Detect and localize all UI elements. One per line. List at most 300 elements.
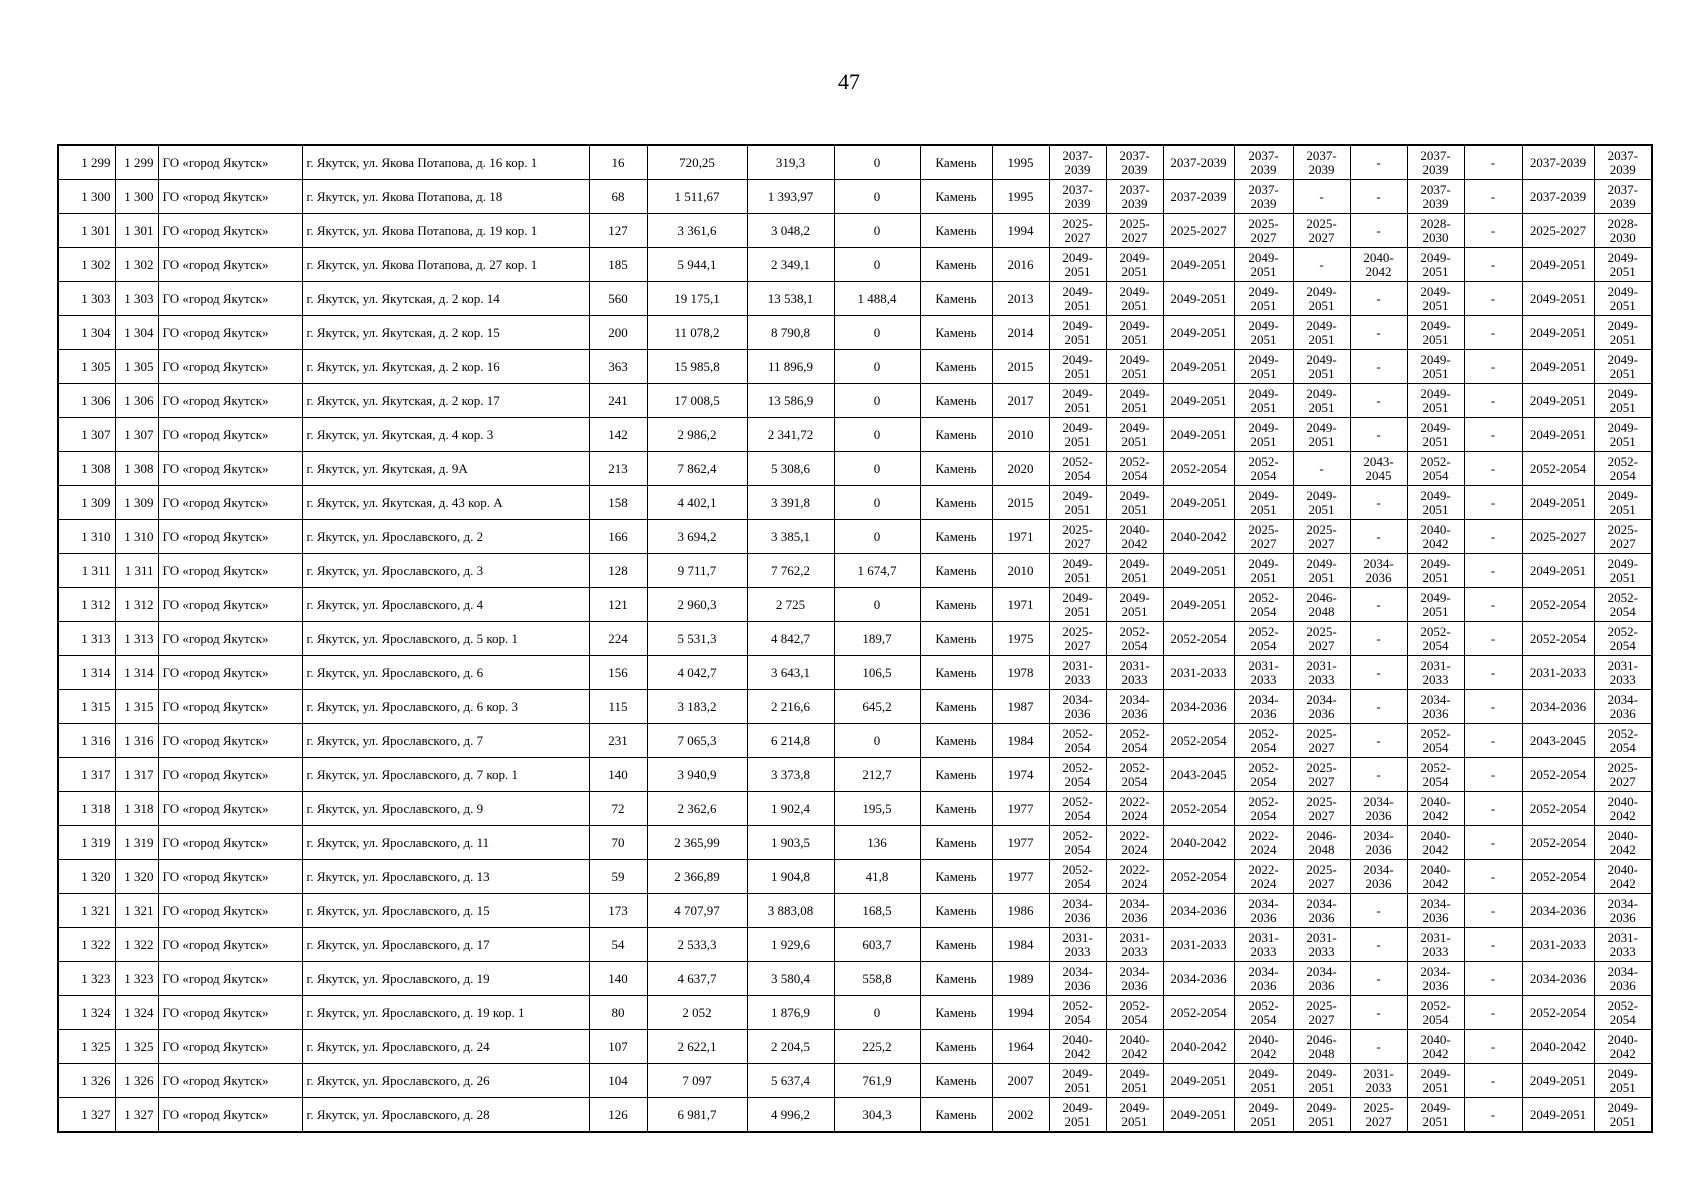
cell-total-area: 7 065,3 (647, 724, 747, 758)
cell-living-area: 1 904,8 (747, 860, 834, 894)
cell-residents: 241 (589, 384, 647, 418)
cell-nonresidential-area: 645,2 (834, 690, 920, 724)
cell-period-gas: - (1464, 486, 1522, 520)
cell-period-basement: 2034-2036 (1594, 894, 1652, 928)
cell-municipality: ГО «город Якутск» (158, 996, 302, 1030)
cell-period-sewer: 2049-2051 (1522, 486, 1594, 520)
cell-period-roof: 2040-2042 (1049, 1030, 1106, 1064)
cell-period-sewer: 2049-2051 (1522, 282, 1594, 316)
cell-period-sewer: 2049-2051 (1522, 384, 1594, 418)
cell-address: г. Якутск, ул. Якутская, д. 2 кор. 14 (302, 282, 589, 316)
cell-period-sewer: 2052-2054 (1522, 996, 1594, 1030)
cell-wall-material: Камень (920, 894, 992, 928)
table-row (58, 996, 1652, 1030)
cell-period-electric: 2049-2051 (1407, 248, 1464, 282)
cell-period-basement: 2049-2051 (1594, 1064, 1652, 1098)
cell-wall-material: Камень (920, 962, 992, 996)
cell-living-area: 1 876,9 (747, 996, 834, 1030)
cell-row-number: 1 327 (58, 1098, 115, 1133)
cell-period-sewer: 2049-2051 (1522, 1098, 1594, 1133)
cell-period-heating: 2022-2024 (1234, 826, 1293, 860)
cell-residents: 16 (589, 145, 647, 180)
cell-period-foundation: 2049-2051 (1163, 350, 1234, 384)
cell-period-water: 2049-2051 (1293, 418, 1350, 452)
cell-residents: 104 (589, 1064, 647, 1098)
cell-period-roof: 2034-2036 (1049, 690, 1106, 724)
cell-period-heating: 2031-2033 (1234, 928, 1293, 962)
cell-nonresidential-area: 189,7 (834, 622, 920, 656)
cell-period-water: 2025-2027 (1293, 996, 1350, 1030)
cell-build-year: 1975 (992, 622, 1049, 656)
cell-address: г. Якутск, ул. Якутская, д. 43 кор. А (302, 486, 589, 520)
cell-period-roof: 2049-2051 (1049, 554, 1106, 588)
cell-build-year: 2017 (992, 384, 1049, 418)
cell-period-gas: - (1464, 1030, 1522, 1064)
cell-nonresidential-area: 0 (834, 588, 920, 622)
cell-period-elevator: - (1350, 180, 1407, 214)
cell-row-number: 1 313 (58, 622, 115, 656)
cell-row-number: 1 316 (58, 724, 115, 758)
cell-residents: 121 (589, 588, 647, 622)
cell-wall-material: Камень (920, 656, 992, 690)
cell-total-area: 3 183,2 (647, 690, 747, 724)
cell-wall-material: Камень (920, 826, 992, 860)
cell-period-electric: 2040-2042 (1407, 860, 1464, 894)
cell-period-water: 2049-2051 (1293, 350, 1350, 384)
cell-record-number: 1 319 (115, 826, 158, 860)
cell-municipality: ГО «город Якутск» (158, 1098, 302, 1133)
cell-residents: 156 (589, 656, 647, 690)
cell-address: г. Якутск, ул. Якова Потапова, д. 27 кор. 1 (302, 248, 589, 282)
cell-period-water: 2025-2027 (1293, 792, 1350, 826)
cell-period-gas: - (1464, 520, 1522, 554)
cell-total-area: 4 042,7 (647, 656, 747, 690)
cell-period-facade: 2034-2036 (1106, 690, 1163, 724)
cell-record-number: 1 311 (115, 554, 158, 588)
cell-period-water: 2025-2027 (1293, 758, 1350, 792)
cell-period-elevator: - (1350, 656, 1407, 690)
cell-address: г. Якутск, ул. Якутская, д. 4 кор. 3 (302, 418, 589, 452)
cell-period-electric: 2049-2051 (1407, 418, 1464, 452)
cell-period-gas: - (1464, 350, 1522, 384)
cell-wall-material: Камень (920, 996, 992, 1030)
cell-build-year: 1984 (992, 928, 1049, 962)
cell-period-roof: 2034-2036 (1049, 894, 1106, 928)
cell-period-basement: 2031-2033 (1594, 656, 1652, 690)
cell-period-foundation: 2049-2051 (1163, 384, 1234, 418)
cell-period-sewer: 2052-2054 (1522, 622, 1594, 656)
cell-period-facade: 2037-2039 (1106, 145, 1163, 180)
cell-period-basement: 2049-2051 (1594, 384, 1652, 418)
cell-build-year: 1994 (992, 996, 1049, 1030)
cell-period-sewer: 2034-2036 (1522, 894, 1594, 928)
cell-period-gas: - (1464, 145, 1522, 180)
cell-living-area: 1 393,97 (747, 180, 834, 214)
cell-period-water: 2025-2027 (1293, 860, 1350, 894)
cell-period-facade: 2049-2051 (1106, 350, 1163, 384)
cell-wall-material: Камень (920, 860, 992, 894)
cell-period-facade: 2049-2051 (1106, 316, 1163, 350)
cell-period-gas: - (1464, 928, 1522, 962)
cell-period-water: 2025-2027 (1293, 214, 1350, 248)
cell-period-gas: - (1464, 316, 1522, 350)
cell-row-number: 1 301 (58, 214, 115, 248)
cell-period-heating: 2052-2054 (1234, 622, 1293, 656)
cell-build-year: 2020 (992, 452, 1049, 486)
cell-build-year: 1971 (992, 520, 1049, 554)
cell-address: г. Якутск, ул. Якутская, д. 2 кор. 17 (302, 384, 589, 418)
cell-nonresidential-area: 0 (834, 180, 920, 214)
cell-period-water: 2034-2036 (1293, 690, 1350, 724)
cell-municipality: ГО «город Якутск» (158, 452, 302, 486)
cell-period-facade: 2031-2033 (1106, 928, 1163, 962)
cell-period-heating: 2052-2054 (1234, 452, 1293, 486)
cell-period-basement: 2040-2042 (1594, 792, 1652, 826)
cell-municipality: ГО «город Якутск» (158, 928, 302, 962)
cell-period-sewer: 2037-2039 (1522, 180, 1594, 214)
cell-record-number: 1 323 (115, 962, 158, 996)
cell-period-elevator: 2034-2036 (1350, 792, 1407, 826)
cell-total-area: 2 960,3 (647, 588, 747, 622)
cell-build-year: 2002 (992, 1098, 1049, 1133)
cell-municipality: ГО «город Якутск» (158, 282, 302, 316)
cell-nonresidential-area: 0 (834, 350, 920, 384)
cell-period-water: 2049-2051 (1293, 282, 1350, 316)
cell-period-elevator: 2040-2042 (1350, 248, 1407, 282)
table-row (58, 622, 1652, 656)
cell-residents: 560 (589, 282, 647, 316)
cell-period-basement: 2049-2051 (1594, 418, 1652, 452)
cell-period-basement: 2049-2051 (1594, 554, 1652, 588)
cell-period-sewer: 2040-2042 (1522, 1030, 1594, 1064)
cell-period-facade: 2040-2042 (1106, 520, 1163, 554)
cell-period-heating: 2049-2051 (1234, 1098, 1293, 1133)
cell-build-year: 1994 (992, 214, 1049, 248)
cell-address: г. Якутск, ул. Якова Потапова, д. 18 (302, 180, 589, 214)
cell-nonresidential-area: 0 (834, 214, 920, 248)
cell-total-area: 19 175,1 (647, 282, 747, 316)
table-row (58, 1098, 1652, 1133)
cell-municipality: ГО «город Якутск» (158, 894, 302, 928)
cell-row-number: 1 311 (58, 554, 115, 588)
cell-period-electric: 2052-2054 (1407, 724, 1464, 758)
cell-period-roof: 2052-2054 (1049, 996, 1106, 1030)
cell-living-area: 2 349,1 (747, 248, 834, 282)
cell-total-area: 3 694,2 (647, 520, 747, 554)
cell-total-area: 7 862,4 (647, 452, 747, 486)
cell-wall-material: Камень (920, 214, 992, 248)
cell-record-number: 1 322 (115, 928, 158, 962)
cell-wall-material: Камень (920, 452, 992, 486)
cell-period-water: 2049-2051 (1293, 316, 1350, 350)
table-row (58, 894, 1652, 928)
cell-residents: 140 (589, 758, 647, 792)
cell-period-water: 2049-2051 (1293, 1098, 1350, 1133)
cell-period-basement: 2052-2054 (1594, 452, 1652, 486)
cell-living-area: 1 903,5 (747, 826, 834, 860)
cell-row-number: 1 306 (58, 384, 115, 418)
cell-period-foundation: 2052-2054 (1163, 724, 1234, 758)
cell-period-foundation: 2049-2051 (1163, 1064, 1234, 1098)
cell-record-number: 1 306 (115, 384, 158, 418)
cell-municipality: ГО «город Якутск» (158, 145, 302, 180)
cell-period-facade: 2049-2051 (1106, 418, 1163, 452)
cell-period-elevator: - (1350, 418, 1407, 452)
cell-build-year: 2010 (992, 418, 1049, 452)
cell-row-number: 1 315 (58, 690, 115, 724)
cell-period-electric: 2037-2039 (1407, 145, 1464, 180)
cell-wall-material: Камень (920, 1098, 992, 1133)
cell-residents: 72 (589, 792, 647, 826)
cell-period-sewer: 2031-2033 (1522, 928, 1594, 962)
table-row (58, 690, 1652, 724)
cell-build-year: 1987 (992, 690, 1049, 724)
cell-living-area: 3 048,2 (747, 214, 834, 248)
cell-period-roof: 2049-2051 (1049, 588, 1106, 622)
cell-municipality: ГО «город Якутск» (158, 418, 302, 452)
cell-address: г. Якутск, ул. Ярославского, д. 24 (302, 1030, 589, 1064)
cell-period-facade: 2049-2051 (1106, 554, 1163, 588)
cell-residents: 213 (589, 452, 647, 486)
cell-total-area: 2 622,1 (647, 1030, 747, 1064)
cell-period-gas: - (1464, 792, 1522, 826)
cell-nonresidential-area: 0 (834, 996, 920, 1030)
cell-period-roof: 2052-2054 (1049, 724, 1106, 758)
cell-period-elevator: 2034-2036 (1350, 860, 1407, 894)
cell-nonresidential-area: 195,5 (834, 792, 920, 826)
cell-wall-material: Камень (920, 690, 992, 724)
table-row (58, 316, 1652, 350)
cell-period-facade: 2049-2051 (1106, 588, 1163, 622)
cell-period-elevator: - (1350, 962, 1407, 996)
cell-row-number: 1 314 (58, 656, 115, 690)
cell-period-elevator: - (1350, 282, 1407, 316)
cell-municipality: ГО «город Якутск» (158, 248, 302, 282)
cell-living-area: 4 996,2 (747, 1098, 834, 1133)
cell-period-elevator: - (1350, 145, 1407, 180)
cell-period-basement: 2052-2054 (1594, 996, 1652, 1030)
cell-residents: 128 (589, 554, 647, 588)
cell-period-foundation: 2037-2039 (1163, 180, 1234, 214)
cell-period-gas: - (1464, 452, 1522, 486)
cell-record-number: 1 304 (115, 316, 158, 350)
cell-period-gas: - (1464, 248, 1522, 282)
cell-period-facade: 2049-2051 (1106, 248, 1163, 282)
cell-period-gas: - (1464, 282, 1522, 316)
cell-municipality: ГО «город Якутск» (158, 690, 302, 724)
cell-period-heating: 2034-2036 (1234, 894, 1293, 928)
cell-period-gas: - (1464, 214, 1522, 248)
cell-row-number: 1 300 (58, 180, 115, 214)
cell-period-heating: 2049-2051 (1234, 350, 1293, 384)
cell-row-number: 1 326 (58, 1064, 115, 1098)
cell-build-year: 2007 (992, 1064, 1049, 1098)
cell-record-number: 1 316 (115, 724, 158, 758)
cell-living-area: 2 216,6 (747, 690, 834, 724)
cell-address: г. Якутск, ул. Ярославского, д. 3 (302, 554, 589, 588)
cell-period-elevator: - (1350, 486, 1407, 520)
cell-total-area: 15 985,8 (647, 350, 747, 384)
cell-period-electric: 2037-2039 (1407, 180, 1464, 214)
cell-period-gas: - (1464, 962, 1522, 996)
cell-period-electric: 2034-2036 (1407, 962, 1464, 996)
cell-period-gas: - (1464, 622, 1522, 656)
cell-period-foundation: 2034-2036 (1163, 690, 1234, 724)
cell-build-year: 2015 (992, 350, 1049, 384)
cell-record-number: 1 307 (115, 418, 158, 452)
cell-period-heating: 2052-2054 (1234, 588, 1293, 622)
cell-period-sewer: 2034-2036 (1522, 690, 1594, 724)
cell-period-basement: 2040-2042 (1594, 860, 1652, 894)
cell-period-roof: 2031-2033 (1049, 928, 1106, 962)
cell-address: г. Якутск, ул. Ярославского, д. 7 (302, 724, 589, 758)
cell-period-heating: 2040-2042 (1234, 1030, 1293, 1064)
cell-address: г. Якутск, ул. Якутская, д. 2 кор. 16 (302, 350, 589, 384)
cell-residents: 224 (589, 622, 647, 656)
cell-period-water: 2046-2048 (1293, 826, 1350, 860)
cell-residents: 200 (589, 316, 647, 350)
cell-wall-material: Камень (920, 418, 992, 452)
cell-period-facade: 2025-2027 (1106, 214, 1163, 248)
cell-period-roof: 2037-2039 (1049, 180, 1106, 214)
cell-residents: 70 (589, 826, 647, 860)
table-row (58, 520, 1652, 554)
cell-build-year: 1977 (992, 826, 1049, 860)
cell-living-area: 8 790,8 (747, 316, 834, 350)
cell-address: г. Якутск, ул. Ярославского, д. 19 кор. 1 (302, 996, 589, 1030)
cell-record-number: 1 308 (115, 452, 158, 486)
cell-total-area: 5 531,3 (647, 622, 747, 656)
cell-residents: 80 (589, 996, 647, 1030)
cell-wall-material: Камень (920, 1064, 992, 1098)
cell-total-area: 5 944,1 (647, 248, 747, 282)
cell-total-area: 1 511,67 (647, 180, 747, 214)
cell-nonresidential-area: 168,5 (834, 894, 920, 928)
cell-period-facade: 2049-2051 (1106, 1098, 1163, 1133)
cell-wall-material: Камень (920, 758, 992, 792)
cell-period-basement: 2034-2036 (1594, 962, 1652, 996)
cell-record-number: 1 301 (115, 214, 158, 248)
cell-living-area: 3 391,8 (747, 486, 834, 520)
cell-period-roof: 2049-2051 (1049, 248, 1106, 282)
cell-wall-material: Камень (920, 724, 992, 758)
cell-period-facade: 2049-2051 (1106, 486, 1163, 520)
cell-total-area: 4 637,7 (647, 962, 747, 996)
cell-period-basement: 2049-2051 (1594, 350, 1652, 384)
cell-period-basement: 2049-2051 (1594, 1098, 1652, 1133)
cell-period-facade: 2031-2033 (1106, 656, 1163, 690)
cell-period-electric: 2052-2054 (1407, 996, 1464, 1030)
cell-total-area: 6 981,7 (647, 1098, 747, 1133)
cell-period-heating: 2049-2051 (1234, 554, 1293, 588)
cell-period-elevator: 2034-2036 (1350, 826, 1407, 860)
cell-row-number: 1 323 (58, 962, 115, 996)
table-row (58, 180, 1652, 214)
cell-period-gas: - (1464, 690, 1522, 724)
cell-row-number: 1 312 (58, 588, 115, 622)
cell-municipality: ГО «город Якутск» (158, 1030, 302, 1064)
cell-address: г. Якутск, ул. Ярославского, д. 26 (302, 1064, 589, 1098)
cell-period-roof: 2025-2027 (1049, 214, 1106, 248)
cell-period-water: - (1293, 248, 1350, 282)
cell-municipality: ГО «город Якутск» (158, 214, 302, 248)
cell-period-water: 2037-2039 (1293, 145, 1350, 180)
cell-residents: 115 (589, 690, 647, 724)
cell-period-basement: 2049-2051 (1594, 316, 1652, 350)
cell-total-area: 7 097 (647, 1064, 747, 1098)
cell-period-water: 2025-2027 (1293, 724, 1350, 758)
cell-period-electric: 2028-2030 (1407, 214, 1464, 248)
cell-wall-material: Камень (920, 248, 992, 282)
cell-wall-material: Камень (920, 1030, 992, 1064)
cell-period-basement: 2040-2042 (1594, 1030, 1652, 1064)
cell-residents: 68 (589, 180, 647, 214)
cell-period-roof: 2049-2051 (1049, 316, 1106, 350)
cell-period-foundation: 2031-2033 (1163, 928, 1234, 962)
cell-period-heating: 2034-2036 (1234, 962, 1293, 996)
cell-period-sewer: 2037-2039 (1522, 145, 1594, 180)
cell-period-electric: 2031-2033 (1407, 656, 1464, 690)
cell-period-electric: 2040-2042 (1407, 1030, 1464, 1064)
cell-period-facade: 2037-2039 (1106, 180, 1163, 214)
cell-living-area: 5 637,4 (747, 1064, 834, 1098)
cell-period-basement: 2037-2039 (1594, 145, 1652, 180)
cell-living-area: 11 896,9 (747, 350, 834, 384)
cell-period-electric: 2052-2054 (1407, 758, 1464, 792)
cell-period-heating: 2052-2054 (1234, 724, 1293, 758)
cell-wall-material: Камень (920, 350, 992, 384)
cell-period-water: 2049-2051 (1293, 384, 1350, 418)
cell-period-facade: 2052-2054 (1106, 724, 1163, 758)
table-row (58, 962, 1652, 996)
cell-address: г. Якутск, ул. Якова Потапова, д. 19 кор. 1 (302, 214, 589, 248)
cell-period-facade: 2052-2054 (1106, 452, 1163, 486)
cell-period-gas: - (1464, 180, 1522, 214)
cell-period-roof: 2052-2054 (1049, 758, 1106, 792)
cell-period-water: - (1293, 180, 1350, 214)
cell-period-elevator: - (1350, 316, 1407, 350)
cell-period-elevator: 2025-2027 (1350, 1098, 1407, 1133)
cell-nonresidential-area: 0 (834, 418, 920, 452)
cell-period-basement: 2052-2054 (1594, 622, 1652, 656)
cell-period-foundation: 2025-2027 (1163, 214, 1234, 248)
cell-build-year: 1984 (992, 724, 1049, 758)
table-row (58, 928, 1652, 962)
cell-nonresidential-area: 41,8 (834, 860, 920, 894)
cell-record-number: 1 300 (115, 180, 158, 214)
cell-period-roof: 2052-2054 (1049, 860, 1106, 894)
cell-row-number: 1 305 (58, 350, 115, 384)
cell-nonresidential-area: 0 (834, 452, 920, 486)
cell-period-roof: 2037-2039 (1049, 145, 1106, 180)
cell-build-year: 1986 (992, 894, 1049, 928)
cell-row-number: 1 299 (58, 145, 115, 180)
cell-total-area: 3 940,9 (647, 758, 747, 792)
cell-residents: 126 (589, 1098, 647, 1133)
cell-address: г. Якутск, ул. Ярославского, д. 5 кор. 1 (302, 622, 589, 656)
cell-period-foundation: 2040-2042 (1163, 826, 1234, 860)
cell-period-facade: 2052-2054 (1106, 996, 1163, 1030)
cell-municipality: ГО «город Якутск» (158, 1064, 302, 1098)
cell-period-electric: 2049-2051 (1407, 1064, 1464, 1098)
cell-record-number: 1 310 (115, 520, 158, 554)
cell-period-water: 2049-2051 (1293, 554, 1350, 588)
cell-wall-material: Камень (920, 520, 992, 554)
cell-living-area: 2 204,5 (747, 1030, 834, 1064)
cell-nonresidential-area: 136 (834, 826, 920, 860)
cell-period-heating: 2049-2051 (1234, 1064, 1293, 1098)
cell-total-area: 720,25 (647, 145, 747, 180)
